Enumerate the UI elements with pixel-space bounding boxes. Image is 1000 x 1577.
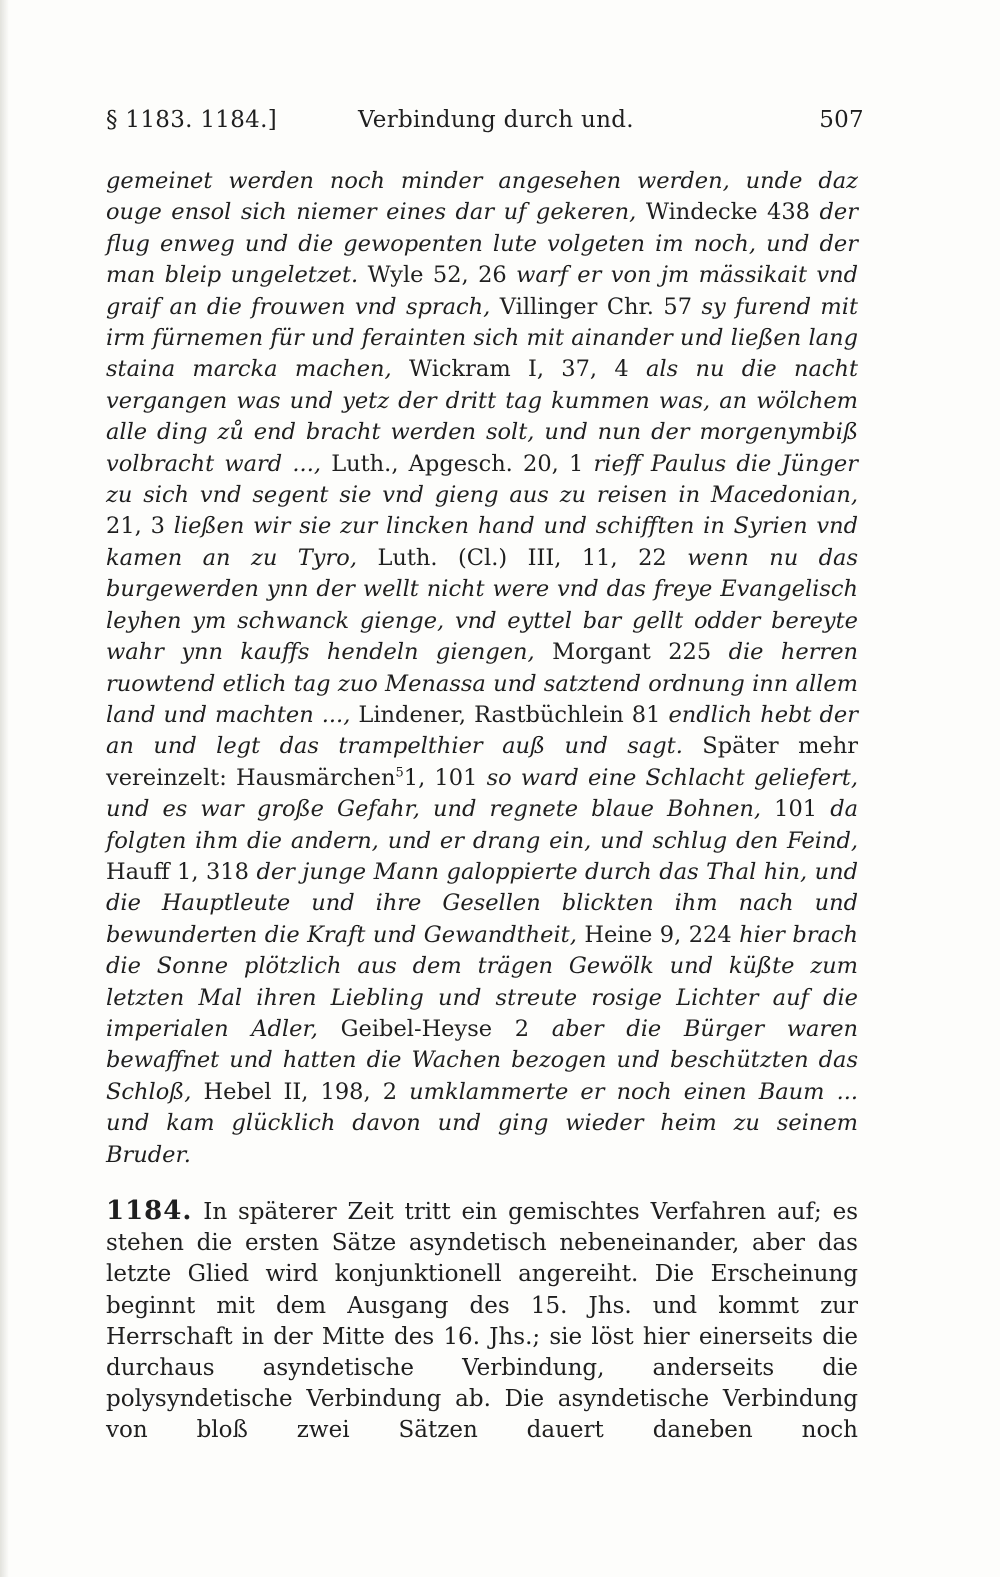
citation: Wickram I, 37, 4	[408, 356, 629, 383]
citation: Hebel II, 198, 2	[203, 1078, 398, 1105]
citation: Morgant 225	[552, 639, 712, 666]
citation: Wyle 52, 26	[367, 262, 507, 289]
edition-superscript: 5	[395, 765, 404, 781]
quote: der flug enweg und die gewopenten lute volgeten im noch, und der man bleip ungeletzet.	[106, 199, 858, 289]
citation: Luth. (Cl.) III, 11, 22	[377, 544, 667, 571]
citation: Geibel-Heyse 2	[340, 1015, 530, 1042]
header-title: Verbindung durch und.	[358, 107, 634, 133]
header-section-range: § 1183. 1184.]	[106, 107, 277, 133]
quote: so ward eine Schlacht geliefert, und es war große Gefahr, und regnete blaue Bohnen,	[106, 764, 858, 823]
quote: da folgten ihm die andern, und er drang ein, und schlug den Feind,	[106, 796, 859, 854]
quote: sy furend mit irm fürnemen für und ferainten sich mit ainander und ließen lang staina marcka machen,	[106, 293, 859, 383]
section-1184-paragraph	[106, 1196, 858, 1447]
citation: Lindener, Rastbüchlein 81	[358, 701, 661, 728]
quote: als nu die nacht vergangen was und yetz der dritt tag kummen was, an wölchem alle ding zů end bracht werden solt, und nun der morgenymbiß volbracht ward ...,	[106, 356, 859, 477]
citation: Heine 9, 224	[584, 921, 732, 948]
citation: 21, 3	[106, 513, 165, 540]
example-paragraph	[106, 166, 858, 1171]
section-body: In späterer Zeit tritt ein gemischtes Verfahren auf; es stehen die ersten Sätze asyndetisch nebeneinander, aber das letzte Glied wird konjunktionell angereiht. Die Erscheinung beginnt mit dem Ausgang des 15. Jhs. und kommt zur Herrschaft in der Mitte des 16. Jhs.; sie löst hier einerseits die durchaus asyndetische Verbindung, anderseits die polysyndetische Verbindung ab. Die asyndetische Verbindung von bloß zwei Sätzen dauert daneben noch	[106, 1199, 858, 1444]
citation: Luth., Apgesch. 20, 1	[331, 450, 584, 477]
quote: umklammerte er noch einen Baum ... und kam glücklich davon und ging wieder heim zu seinem Bruder.	[106, 1078, 859, 1168]
quote: rieff Paulus die Jünger zu sich vnd segent sie vnd gieng aus zu reisen in Macedonian,	[106, 450, 858, 509]
quote: warf er von jm mässikait vnd graif an die frouwen vnd sprach,	[106, 262, 859, 320]
citation: Windecke 438	[645, 199, 810, 226]
quote: aber die Bürger waren bewaffnet und hatten die Wachen bezogen und beschützten das Schloß,	[106, 1015, 859, 1105]
citation: 1, 101	[403, 764, 478, 791]
quote: hier brach die Sonne plötzlich aus dem trägen Gewölk und küßte zum letzten Mal ihren Liebling und streute rosige Lichter auf die imperialen Adler,	[106, 921, 858, 1042]
quote: gemeinet werden noch minder angesehen werden, unde daz ouge ensol sich niemer eines dar uf gekeren,	[106, 168, 858, 226]
page-number: 507	[819, 107, 864, 133]
section-number: 1184.	[106, 1196, 193, 1226]
quote: ließen wir sie zur lincken hand und schifften in Syrien vnd kamen an zu Tyro,	[106, 513, 858, 571]
citation: Villinger Chr. 57	[499, 293, 693, 320]
quote: die herren ruowtend etlich tag zuo Menassa und satztend ordnung inn allem land und machten ...,	[106, 639, 858, 728]
citation: Später mehr vereinzelt: Hausmärchen	[106, 733, 858, 791]
citation: 101	[774, 796, 818, 823]
citation: Hauff 1, 318	[106, 858, 249, 885]
quote: der junge Mann galoppierte durch das Thal hin, und die Hauptleute und ihre Gesellen blickten ihm nach und bewunderten die Kraft und Gewandtheit,	[106, 858, 858, 948]
quote: endlich hebt der an und legt das trampelthier auß und sagt.	[106, 701, 858, 760]
page-edge-shadow	[0, 0, 9, 1577]
quote: wenn nu das burgewerden ynn der wellt nicht were vnd das freye Evangelisch leyhen ym schwanck gienge, vnd eyttel bar gellt odder bereyte wahr ynn kauffs hendeln giengen,	[106, 544, 859, 666]
